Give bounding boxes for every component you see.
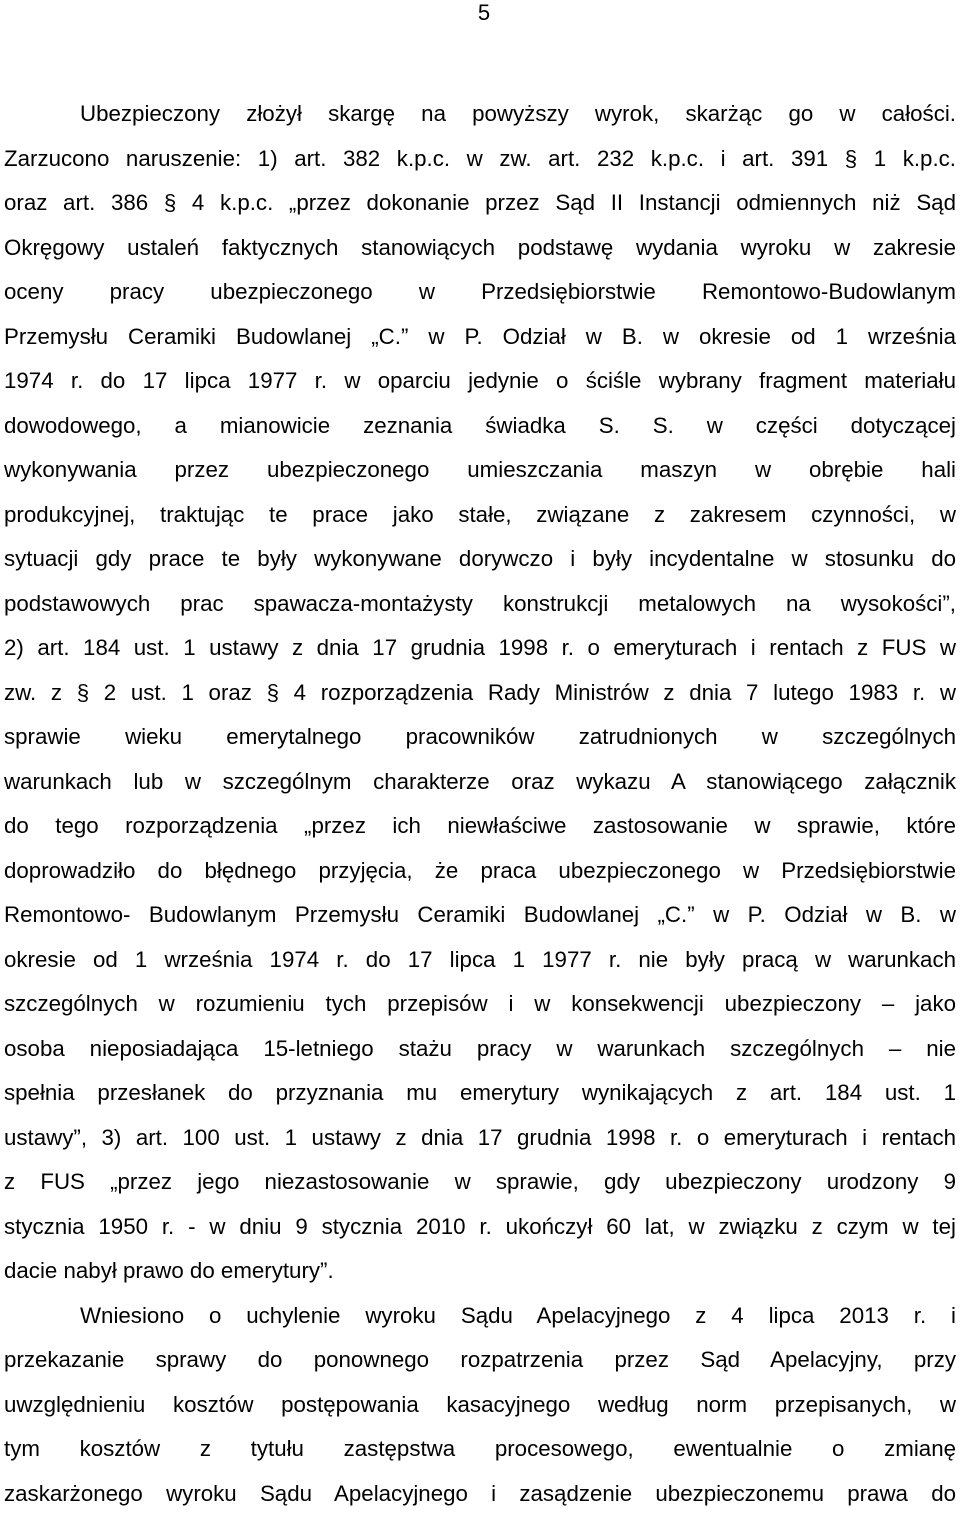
text-line: uwzględnieniu kosztów postępowania kasacyjnego według norm przepisanych, w bbox=[4, 1383, 956, 1428]
text-line: stycznia 1950 r. - w dniu 9 stycznia 2010 r. ukończył 60 lat, w związku z czym w tej bbox=[4, 1205, 956, 1250]
page-number: 5 bbox=[472, 0, 496, 26]
text-line: tym kosztów z tytułu zastępstwa procesowego, ewentualnie o zmianę bbox=[4, 1427, 956, 1472]
text-line: okresie od 1 września 1974 r. do 17 lipca 1 1977 r. nie były pracą w warunkach bbox=[4, 938, 956, 983]
text-line: produkcyjnej, traktując te prace jako stałe, związane z zakresem czynności, w bbox=[4, 493, 956, 538]
text-line: przekazanie sprawy do ponownego rozpatrzenia przez Sąd Apelacyjny, przy bbox=[4, 1338, 956, 1383]
text-line: do tego rozporządzenia „przez ich niewłaściwe zastosowanie w sprawie, które bbox=[4, 804, 956, 849]
text-line: Ubezpieczony złożył skargę na powyższy wyrok, skarżąc go w całości. bbox=[4, 92, 956, 137]
text-line: Okręgowy ustaleń faktycznych stanowiących podstawę wydania wyroku w zakresie bbox=[4, 226, 956, 271]
text-line: 2) art. 184 ust. 1 ustawy z dnia 17 grudnia 1998 r. o emeryturach i rentach z FUS w bbox=[4, 626, 956, 671]
text-line: podstawowych prac spawacza-montażysty konstrukcji metalowych na wysokości”, bbox=[4, 582, 956, 627]
text-line: sprawie wieku emerytalnego pracowników zatrudnionych w szczególnych bbox=[4, 715, 956, 760]
text-line: Przemysłu Ceramiki Budowlanej „C.” w P. Odział w B. w okresie od 1 września bbox=[4, 315, 956, 360]
text-line: ustawy”, 3) art. 100 ust. 1 ustawy z dnia 17 grudnia 1998 r. o emeryturach i rentach bbox=[4, 1116, 956, 1161]
text-line: szczególnych w rozumieniu tych przepisów i w konsekwencji ubezpieczony – jako bbox=[4, 982, 956, 1027]
text-line: zw. z § 2 ust. 1 oraz § 4 rozporządzenia Rady Ministrów z dnia 7 lutego 1983 r. w bbox=[4, 671, 956, 716]
text-line: oraz art. 386 § 4 k.p.c. „przez dokonanie przez Sąd II Instancji odmiennych niż Sąd bbox=[4, 181, 956, 226]
text-line: doprowadziło do błędnego przyjęcia, że praca ubezpieczonego w Przedsiębiorstwie bbox=[4, 849, 956, 894]
text-line: osoba nieposiadająca 15-letniego stażu pracy w warunkach szczególnych – nie bbox=[4, 1027, 956, 1072]
text-line: 1974 r. do 17 lipca 1977 r. w oparciu jedynie o ściśle wybrany fragment materiału bbox=[4, 359, 956, 404]
text-line: Remontowo- Budowlanym Przemysłu Ceramiki Budowlanej „C.” w P. Odział w B. w bbox=[4, 893, 956, 938]
text-line: wykonywania przez ubezpieczonego umieszczania maszyn w obrębie hali bbox=[4, 448, 956, 493]
text-line: sytuacji gdy prace te były wykonywane dorywczo i były incydentalne w stosunku do bbox=[4, 537, 956, 582]
text-line: dacie nabył prawo do emerytury”. bbox=[4, 1249, 956, 1294]
text-line: Wniesiono o uchylenie wyroku Sądu Apelacyjnego z 4 lipca 2013 r. i bbox=[4, 1294, 956, 1339]
text-line: Zarzucono naruszenie: 1) art. 382 k.p.c. w zw. art. 232 k.p.c. i art. 391 § 1 k.p.c. bbox=[4, 137, 956, 182]
paragraph-motion bbox=[4, 1294, 956, 1516]
paragraph-complaint bbox=[4, 92, 956, 1294]
text-line: spełnia przesłanek do przyznania mu emerytury wynikających z art. 184 ust. 1 bbox=[4, 1071, 956, 1116]
text-line: oceny pracy ubezpieczonego w Przedsiębiorstwie Remontowo-Budowlanym bbox=[4, 270, 956, 315]
document-body bbox=[4, 92, 956, 1516]
text-line: z FUS „przez jego niezastosowanie w sprawie, gdy ubezpieczony urodzony 9 bbox=[4, 1160, 956, 1205]
text-line: zaskarżonego wyroku Sądu Apelacyjnego i zasądzenie ubezpieczonemu prawa do bbox=[4, 1472, 956, 1516]
text-line: dowodowego, a mianowicie zeznania świadka S. S. w części dotyczącej bbox=[4, 404, 956, 449]
text-line: warunkach lub w szczególnym charakterze oraz wykazu A stanowiącego załącznik bbox=[4, 760, 956, 805]
